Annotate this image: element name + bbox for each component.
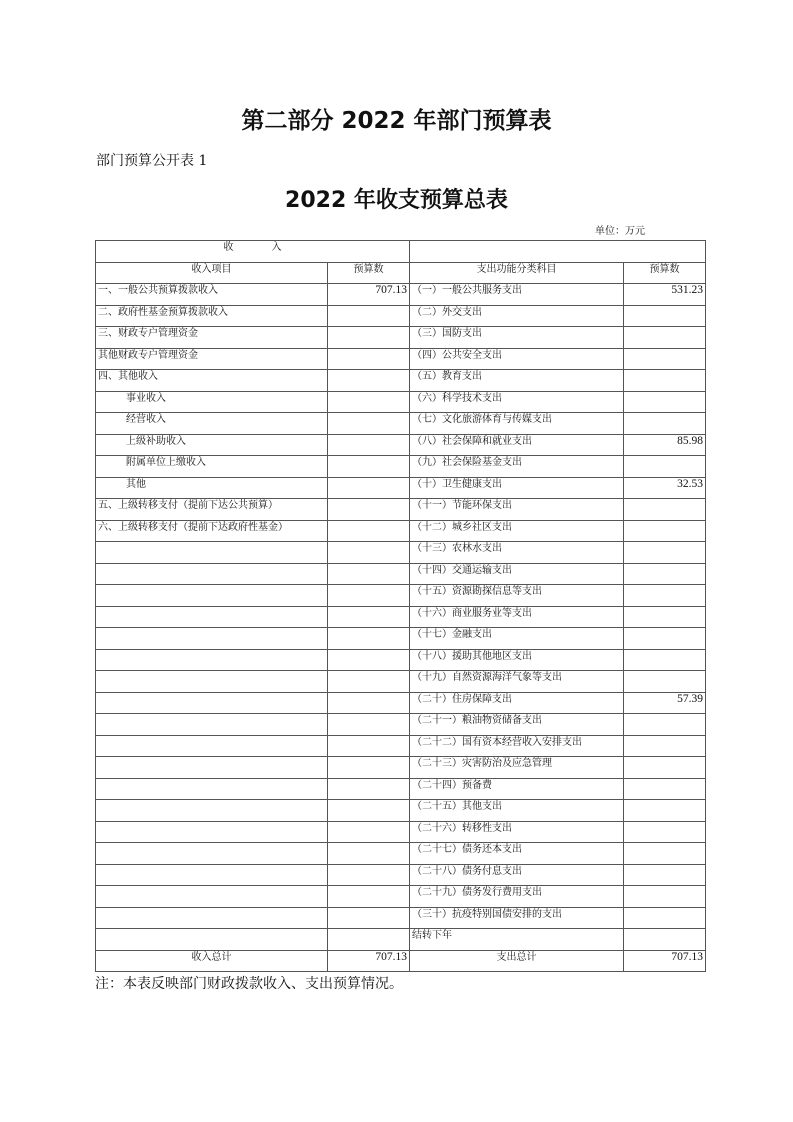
expense-amount-cell bbox=[624, 907, 706, 929]
income-item-cell bbox=[96, 606, 328, 628]
income-item-cell bbox=[96, 671, 328, 693]
income-item-cell: 二、政府性基金预算拨款收入 bbox=[96, 305, 328, 327]
expense-item-cell: （九）社会保险基金支出 bbox=[410, 456, 624, 478]
expense-amount-cell bbox=[624, 606, 706, 628]
expense-item-cell: 结转下年 bbox=[410, 929, 624, 951]
income-amount-cell bbox=[328, 585, 410, 607]
expense-amount-cell bbox=[624, 305, 706, 327]
income-amount-cell bbox=[328, 456, 410, 478]
income-amount-header: 预算数 bbox=[328, 262, 410, 284]
income-item-cell bbox=[96, 843, 328, 865]
income-amount-cell bbox=[328, 499, 410, 521]
expense-amount-cell bbox=[624, 821, 706, 843]
table-row bbox=[96, 692, 706, 714]
expense-total-value: 707.13 bbox=[624, 950, 706, 972]
expense-item-header: 支出功能分类科目 bbox=[410, 262, 624, 284]
table-row bbox=[96, 800, 706, 822]
expense-item-cell: （十一）节能环保支出 bbox=[410, 499, 624, 521]
income-item-cell bbox=[96, 692, 328, 714]
expense-amount-cell bbox=[624, 714, 706, 736]
income-item-cell: 其他财政专户管理资金 bbox=[96, 348, 328, 370]
unit-label: 单位：万元 bbox=[595, 226, 645, 237]
footnote: 注：本表反映部门财政拨款收入、支出预算情况。 bbox=[95, 976, 403, 992]
expense-amount-cell bbox=[624, 348, 706, 370]
income-item-cell bbox=[96, 649, 328, 671]
income-item-cell bbox=[96, 886, 328, 908]
income-amount-cell bbox=[328, 735, 410, 757]
income-item-cell bbox=[96, 907, 328, 929]
income-item-cell bbox=[96, 778, 328, 800]
expense-item-cell: （二十二）国有资本经营收入安排支出 bbox=[410, 735, 624, 757]
table-row bbox=[96, 477, 706, 499]
income-amount-cell bbox=[328, 477, 410, 499]
table-row bbox=[96, 542, 706, 564]
expense-item-cell: （十九）自然资源海洋气象等支出 bbox=[410, 671, 624, 693]
income-amount-cell bbox=[328, 886, 410, 908]
table-row bbox=[96, 778, 706, 800]
income-amount-cell bbox=[328, 563, 410, 585]
table-row bbox=[96, 563, 706, 585]
expense-amount-header: 预算数 bbox=[624, 262, 706, 284]
expense-amount-cell bbox=[624, 628, 706, 650]
income-amount-cell bbox=[328, 864, 410, 886]
expense-amount-cell bbox=[624, 864, 706, 886]
income-item-cell bbox=[96, 735, 328, 757]
main-title: 第二部分 2022 年部门预算表 bbox=[241, 108, 552, 134]
income-item-cell bbox=[96, 929, 328, 951]
expense-amount-cell bbox=[624, 563, 706, 585]
income-item-cell: 六、上级转移支付（提前下达政府性基金） bbox=[96, 520, 328, 542]
budget-summary-table bbox=[95, 240, 706, 972]
income-amount-cell bbox=[328, 778, 410, 800]
expense-amount-cell bbox=[624, 671, 706, 693]
table-row bbox=[96, 305, 706, 327]
income-item-cell: 五、上级转移支付（提前下达公共预算） bbox=[96, 499, 328, 521]
income-group-header: 收入 bbox=[96, 241, 410, 263]
expense-amount-cell: 57.39 bbox=[624, 692, 706, 714]
expense-amount-cell bbox=[624, 370, 706, 392]
expense-amount-cell bbox=[624, 413, 706, 435]
table-row bbox=[96, 456, 706, 478]
table-row bbox=[96, 585, 706, 607]
expense-amount-cell bbox=[624, 327, 706, 349]
expense-amount-cell bbox=[624, 843, 706, 865]
income-total-value: 707.13 bbox=[328, 950, 410, 972]
expense-item-cell: （十七）金融支出 bbox=[410, 628, 624, 650]
income-amount-cell bbox=[328, 907, 410, 929]
total-row bbox=[96, 950, 706, 972]
expense-total-label: 支出总计 bbox=[410, 950, 624, 972]
income-amount-cell bbox=[328, 520, 410, 542]
expense-amount-cell bbox=[624, 499, 706, 521]
expense-amount-cell bbox=[624, 757, 706, 779]
income-amount-cell bbox=[328, 843, 410, 865]
income-item-cell: 其他 bbox=[96, 477, 328, 499]
expense-amount-cell: 85.98 bbox=[624, 434, 706, 456]
table-title: 2022 年收支预算总表 bbox=[285, 188, 508, 213]
expense-item-cell: （五）教育支出 bbox=[410, 370, 624, 392]
group-header-row bbox=[96, 241, 706, 263]
income-total-label: 收入总计 bbox=[96, 950, 328, 972]
income-item-cell: 事业收入 bbox=[96, 391, 328, 413]
expense-item-cell: （七）文化旅游体育与传媒支出 bbox=[410, 413, 624, 435]
expense-amount-cell bbox=[624, 929, 706, 951]
expense-item-cell: （二十）住房保障支出 bbox=[410, 692, 624, 714]
table-row bbox=[96, 821, 706, 843]
income-item-cell bbox=[96, 757, 328, 779]
table-row bbox=[96, 520, 706, 542]
table-row bbox=[96, 499, 706, 521]
expense-amount-cell bbox=[624, 886, 706, 908]
income-amount-cell bbox=[328, 305, 410, 327]
table-row bbox=[96, 628, 706, 650]
table-row bbox=[96, 348, 706, 370]
income-amount-cell bbox=[328, 542, 410, 564]
expense-item-cell: （十四）交通运输支出 bbox=[410, 563, 624, 585]
expense-item-cell: （十八）援助其他地区支出 bbox=[410, 649, 624, 671]
expense-item-cell: （十二）城乡社区支出 bbox=[410, 520, 624, 542]
expense-item-cell: （四）公共安全支出 bbox=[410, 348, 624, 370]
income-item-cell: 附属单位上缴收入 bbox=[96, 456, 328, 478]
table-row bbox=[96, 735, 706, 757]
table-row bbox=[96, 714, 706, 736]
expense-item-cell: （二十四）预备费 bbox=[410, 778, 624, 800]
expense-amount-cell bbox=[624, 585, 706, 607]
income-amount-cell bbox=[328, 649, 410, 671]
expense-item-cell: （二十一）粮油物资储备支出 bbox=[410, 714, 624, 736]
table-row bbox=[96, 370, 706, 392]
expense-amount-cell bbox=[624, 735, 706, 757]
income-item-header: 收入项目 bbox=[96, 262, 328, 284]
income-item-cell bbox=[96, 563, 328, 585]
expense-item-cell: （十）卫生健康支出 bbox=[410, 477, 624, 499]
expense-item-cell: （三）国防支出 bbox=[410, 327, 624, 349]
income-amount-cell bbox=[328, 391, 410, 413]
expense-item-cell: （八）社会保障和就业支出 bbox=[410, 434, 624, 456]
income-item-cell bbox=[96, 864, 328, 886]
table-row bbox=[96, 434, 706, 456]
expense-item-cell: （十三）农林水支出 bbox=[410, 542, 624, 564]
income-item-cell bbox=[96, 628, 328, 650]
expense-item-cell: （二十六）转移性支出 bbox=[410, 821, 624, 843]
income-amount-cell bbox=[328, 413, 410, 435]
expense-amount-cell bbox=[624, 456, 706, 478]
expense-amount-cell bbox=[624, 520, 706, 542]
income-item-cell: 四、其他收入 bbox=[96, 370, 328, 392]
income-item-cell: 上级补助收入 bbox=[96, 434, 328, 456]
income-amount-cell bbox=[328, 434, 410, 456]
income-amount-cell bbox=[328, 757, 410, 779]
expense-item-cell: （三十）抗疫特别国债安排的支出 bbox=[410, 907, 624, 929]
expense-amount-cell: 32.53 bbox=[624, 477, 706, 499]
expense-item-cell: （二十九）债务发行费用支出 bbox=[410, 886, 624, 908]
table-row bbox=[96, 284, 706, 306]
income-amount-cell bbox=[328, 606, 410, 628]
income-item-cell bbox=[96, 714, 328, 736]
income-amount-cell bbox=[328, 628, 410, 650]
table-row bbox=[96, 391, 706, 413]
expense-item-cell: （十六）商业服务业等支出 bbox=[410, 606, 624, 628]
expense-item-cell: （二十八）债务付息支出 bbox=[410, 864, 624, 886]
table-row bbox=[96, 886, 706, 908]
table-row bbox=[96, 929, 706, 951]
expense-item-cell: （二十三）灾害防治及应急管理 bbox=[410, 757, 624, 779]
expense-item-cell: （二十五）其他支出 bbox=[410, 800, 624, 822]
table-row bbox=[96, 649, 706, 671]
income-amount-cell bbox=[328, 821, 410, 843]
expense-item-cell: （一）一般公共服务支出 bbox=[410, 284, 624, 306]
income-amount-cell bbox=[328, 370, 410, 392]
expense-amount-cell bbox=[624, 542, 706, 564]
table-row bbox=[96, 757, 706, 779]
table-number-label: 部门预算公开表 1 bbox=[96, 153, 208, 169]
expense-item-cell: （二）外交支出 bbox=[410, 305, 624, 327]
expense-amount-cell bbox=[624, 778, 706, 800]
income-item-cell bbox=[96, 821, 328, 843]
table-row bbox=[96, 907, 706, 929]
expense-amount-cell bbox=[624, 649, 706, 671]
expense-item-cell: （十五）资源勘探信息等支出 bbox=[410, 585, 624, 607]
table-row bbox=[96, 671, 706, 693]
income-amount-cell bbox=[328, 671, 410, 693]
table-row bbox=[96, 843, 706, 865]
income-amount-cell bbox=[328, 714, 410, 736]
expense-amount-cell bbox=[624, 391, 706, 413]
table-row bbox=[96, 606, 706, 628]
income-amount-cell bbox=[328, 327, 410, 349]
table-row bbox=[96, 413, 706, 435]
expense-item-cell: （二十七）债务还本支出 bbox=[410, 843, 624, 865]
income-amount-cell bbox=[328, 692, 410, 714]
table-row bbox=[96, 327, 706, 349]
expense-item-cell: （六）科学技术支出 bbox=[410, 391, 624, 413]
income-amount-cell: 707.13 bbox=[328, 284, 410, 306]
income-item-cell bbox=[96, 585, 328, 607]
income-item-cell: 经营收入 bbox=[96, 413, 328, 435]
income-item-cell bbox=[96, 542, 328, 564]
income-item-cell bbox=[96, 800, 328, 822]
expense-group-header bbox=[410, 241, 706, 263]
income-amount-cell bbox=[328, 800, 410, 822]
income-amount-cell bbox=[328, 348, 410, 370]
income-amount-cell bbox=[328, 929, 410, 951]
income-item-cell: 一、一般公共预算拨款收入 bbox=[96, 284, 328, 306]
expense-amount-cell bbox=[624, 800, 706, 822]
table-row bbox=[96, 864, 706, 886]
column-header-row bbox=[96, 262, 706, 284]
expense-amount-cell: 531.23 bbox=[624, 284, 706, 306]
income-item-cell: 三、财政专户管理资金 bbox=[96, 327, 328, 349]
